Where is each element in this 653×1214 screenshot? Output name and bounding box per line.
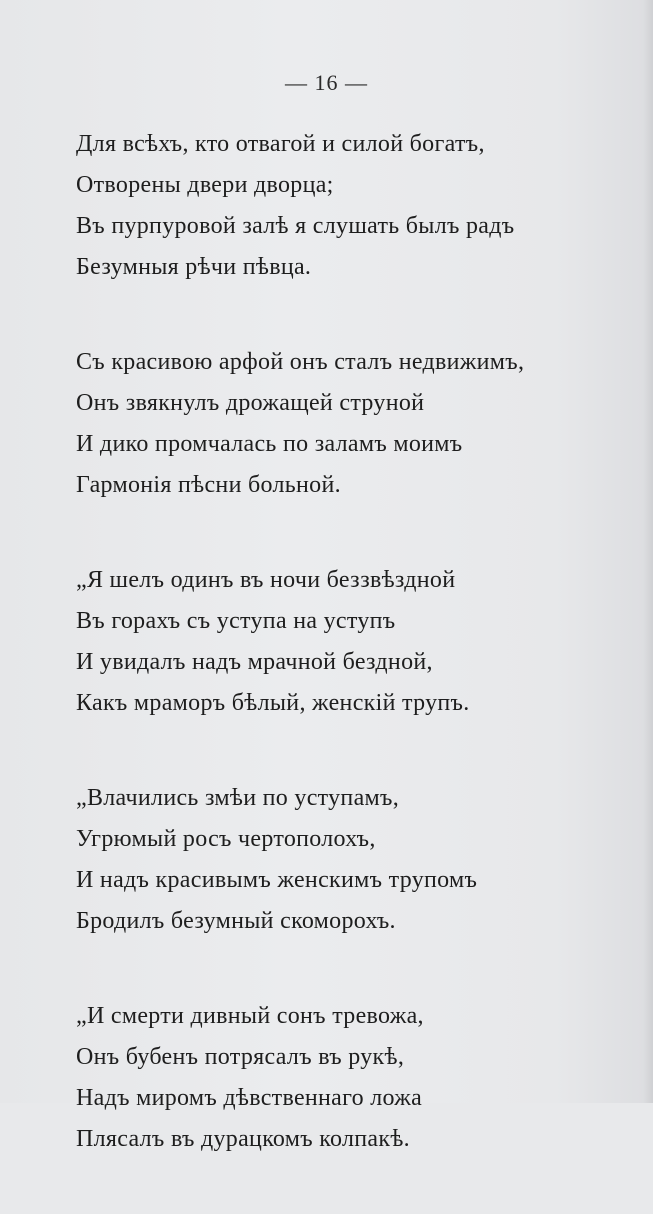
poem-line: Отворены двери дворца; xyxy=(76,172,334,198)
poem-line: Въ горахъ съ уступа на уступъ xyxy=(76,608,396,634)
poem-line: Плясалъ въ дурацкомъ колпакѣ. xyxy=(76,1126,410,1152)
stanza-2 xyxy=(76,342,636,506)
page-number: — 16 — xyxy=(285,70,368,95)
poem-line: „Я шелъ одинъ въ ночи беззвѣздной xyxy=(76,567,456,593)
poem-line: Онъ бубенъ потрясалъ въ рукѣ, xyxy=(76,1044,405,1070)
poem-line: Надъ миромъ дѣвственнаго ложа xyxy=(76,1085,423,1111)
poem-line: И надъ красивымъ женскимъ трупомъ xyxy=(76,867,478,893)
poem-line: Какъ мраморъ бѣлый, женскій трупъ. xyxy=(76,690,470,716)
poem-line: И увидалъ надъ мрачной бездной, xyxy=(76,649,433,675)
stanza-3 xyxy=(76,560,636,724)
poem-line: Для всѣхъ, кто отвагой и силой богатъ, xyxy=(76,131,485,157)
poem-line: Онъ звякнулъ дрожащей струной xyxy=(76,390,425,416)
stanza-5 xyxy=(76,996,636,1160)
poem-line: Съ красивою арфой онъ сталъ недвижимъ, xyxy=(76,349,525,375)
poem-line: И дико промчалась по заламъ моимъ xyxy=(76,431,463,457)
poem-line: „И смерти дивный сонъ тревожа, xyxy=(76,1003,424,1029)
stanza-4 xyxy=(76,778,636,942)
poem-line: Въ пурпуровой залѣ я слушать былъ радъ xyxy=(76,213,515,239)
stanza-1 xyxy=(76,124,636,288)
poem-line: Гармонія пѣсни больной. xyxy=(76,472,341,498)
poem-text xyxy=(76,124,636,1214)
poem-line: Безумныя рѣчи пѣвца. xyxy=(76,254,312,280)
poem-line: Бродилъ безумный скоморохъ. xyxy=(76,908,396,934)
page-edge-shadow xyxy=(643,0,653,1103)
poem-line: Угрюмый росъ чертополохъ, xyxy=(76,826,376,852)
poem-line: „Влачились змѣи по уступамъ, xyxy=(76,785,400,811)
